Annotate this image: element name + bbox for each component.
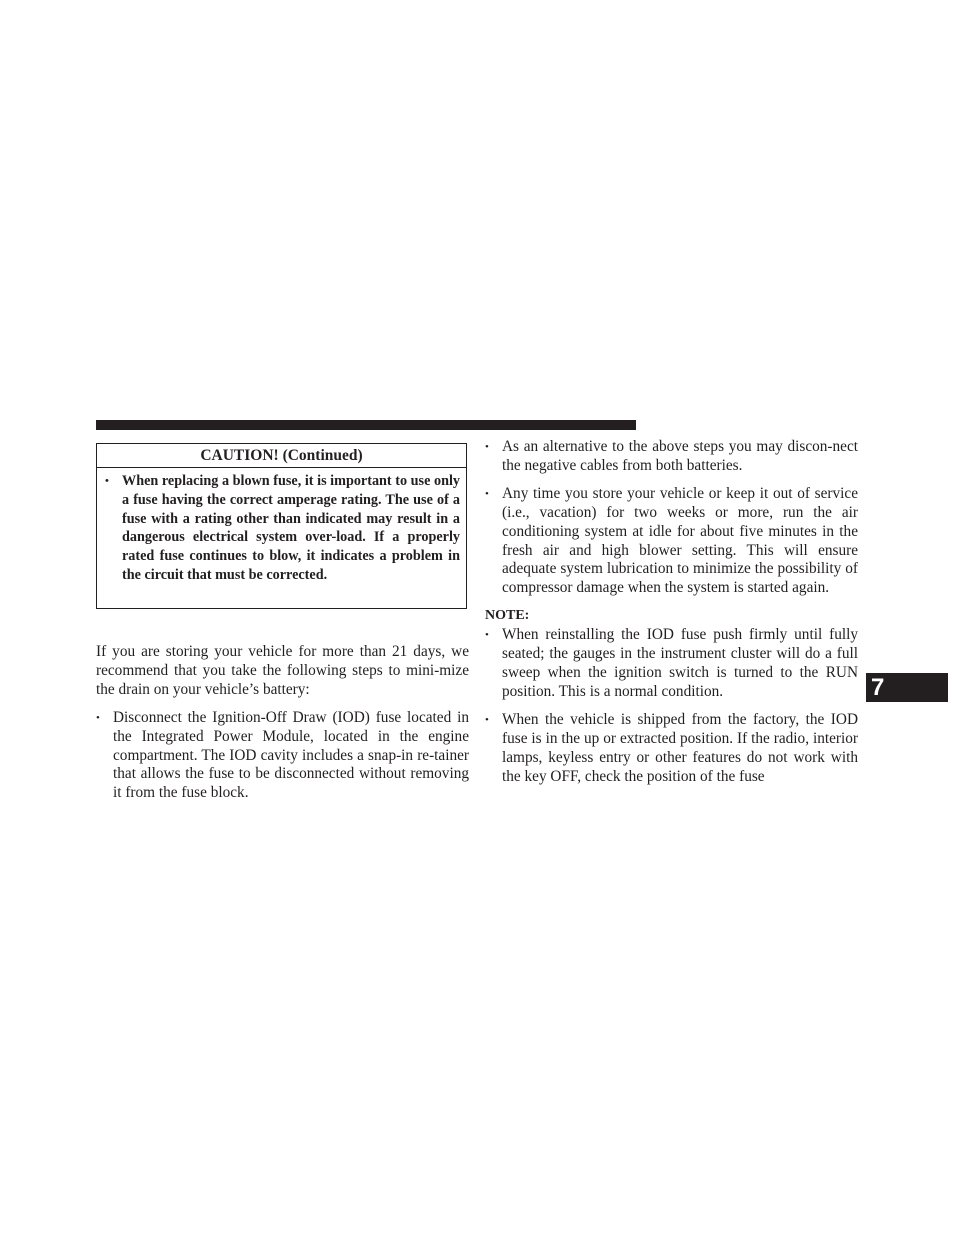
- note-label: NOTE:: [485, 608, 530, 624]
- right-column: [485, 438, 858, 795]
- caution-body: [97, 468, 466, 585]
- bullet-icon: •: [485, 713, 489, 726]
- bullet-icon: •: [96, 711, 100, 724]
- caution-item: [105, 472, 460, 585]
- list-item-text: Disconnect the Ignition-Off Draw (IOD) fuse located in the Integrated Power Module, located in the engine compartment. The IOD cavity includes a snap-in re-tainer that allows the fuse to be disconnected without removing it from the fuse block.: [113, 708, 469, 802]
- list-item-text: Any time you store your vehicle or keep it out of service (i.e., vacation) for two weeks or more, run the air conditioning system at idle for about five minutes in the fresh air and high blower setting. This will ensure adequate system lubrication to minimize the possibility of compressor damage when the system is started again.: [502, 484, 858, 597]
- storage-intro-paragraph: If you are storing your vehicle for more than 21 days, we recommend that you take the following steps to mini-mize the drain on your vehicle’s battery:: [96, 643, 469, 698]
- list-item: [485, 485, 858, 598]
- note-item: [485, 711, 858, 787]
- bullet-icon: •: [485, 487, 489, 500]
- list-item-text: As an alternative to the above steps you may discon-nect the negative cables from both batteries.: [502, 438, 858, 474]
- bullet-icon: •: [105, 475, 109, 487]
- list-item: [96, 709, 469, 804]
- bullet-icon: •: [485, 441, 489, 453]
- caution-title: CAUTION! (Continued): [97, 444, 466, 468]
- note-item-text: When the vehicle is shipped from the factory, the IOD fuse is in the up or extracted position. If the radio, interior lamps, keyless entry or other features do not work with the key OFF, check the position of the fuse: [502, 710, 858, 785]
- note-item-text: When reinstalling the IOD fuse push firmly until fully seated; the gauges in the instrument cluster will do a full sweep when the ignition switch is turned to the RUN position. This is a normal condition.: [502, 626, 858, 700]
- left-column: [96, 643, 469, 812]
- bullet-icon: •: [485, 629, 489, 642]
- chapter-tab: 7: [866, 673, 948, 702]
- list-item: [485, 438, 858, 476]
- note-item: [485, 626, 858, 702]
- caution-item-text: When replacing a blown fuse, it is important to use only a fuse having the correct amperage rating. The use of a fuse with a rating other than indicated may result in a dangerous electrical system over-load. If a properly rated fuse continues to blow, it indicates a problem in the circuit that must be corrected.: [122, 473, 460, 583]
- caution-box: [96, 443, 467, 609]
- section-header-rule: [96, 420, 636, 430]
